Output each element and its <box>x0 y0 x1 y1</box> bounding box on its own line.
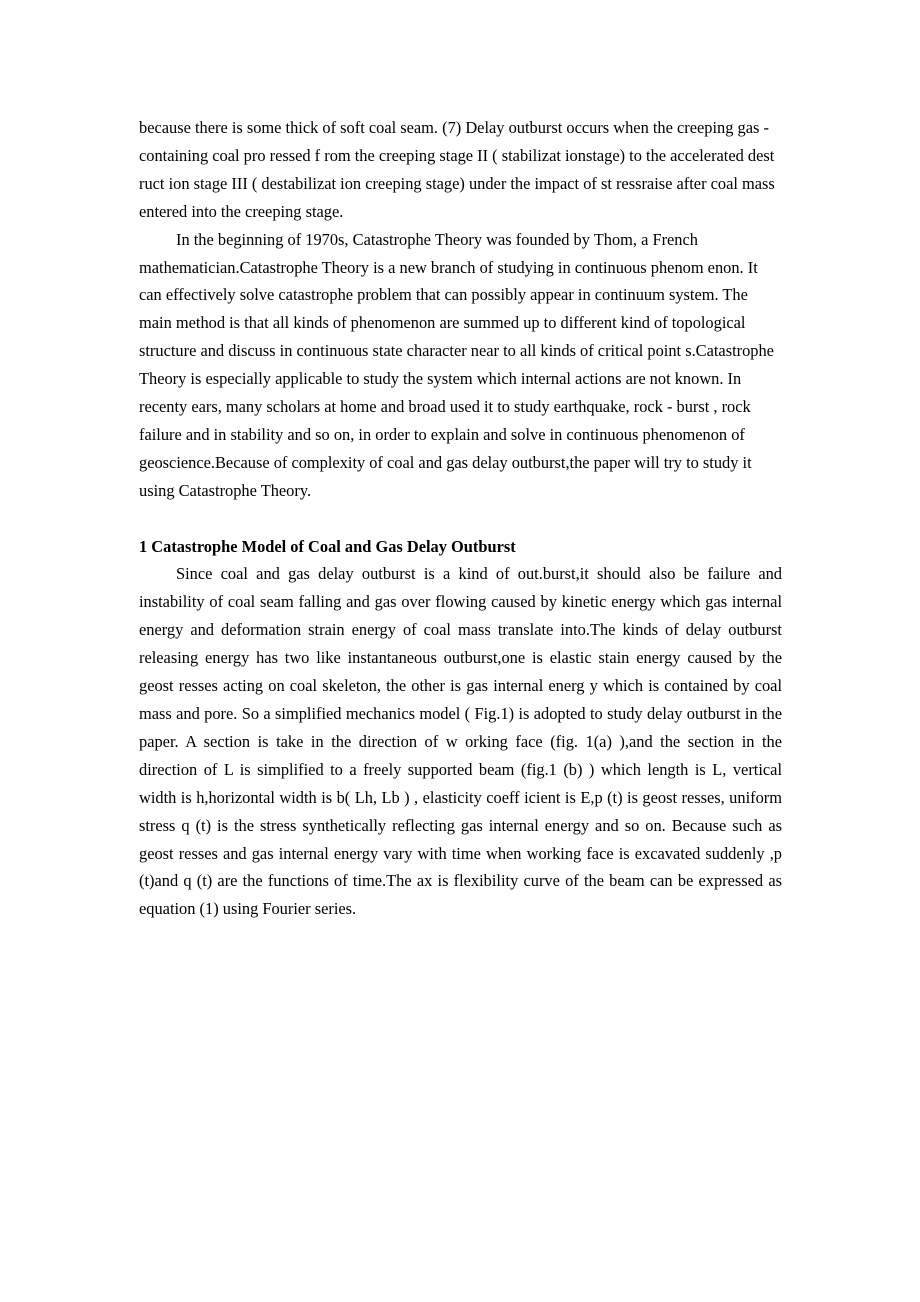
section-heading: 1 Catastrophe Model of Coal and Gas Delay Outburst <box>139 536 516 556</box>
paragraph-continuation: because there is some thick of soft coal seam. (7) Delay outburst occurs when the creeping gas - containing coal pro ressed f rom the creeping stage II ( stabilizat ionstage) to the accelerated dest ruct ion stage III ( destabilizat ion creeping stage) under the impact of st ressraise after coal mass entered into the creeping stage. <box>139 118 775 221</box>
paragraph-model-description: Since coal and gas delay outburst is a kind of out.burst,it should also be failure and instability of coal seam falling and gas over flowing caused by kinetic energy which gas internal energy and deformation strain energy of coal mass translate into.The kinds of delay outburst releasing energy has two like instantaneous outburst,one is elastic stain energy caused by the geost resses acting on coal skeleton, the other is gas internal energ y which is contained by coal mass and pore. So a simplified mechanics model ( Fig.1) is adopted to study delay outburst in the paper. A section is take in the direction of w orking face (fig. 1(a) ),and the section in the direction of L is simplified to a freely supported beam (fig.1 (b) ) which length is L, vertical width is h,horizontal width is b( Lh, Lb ) , elasticity coeff icient is E,p (t) is geost resses, uniform stress q (t) is the stress synthetically reflecting gas internal energy and so on. Because such as geost resses and gas internal energy vary with time when working face is excavated suddenly ,p (t)and q (t) are the functions of time.The ax is flexibility curve of the beam can be expressed as equation (1) using Fourier series. <box>139 564 782 919</box>
document-page <box>139 114 782 923</box>
paragraph-catastrophe-theory: In the beginning of 1970s, Catastrophe Theory was founded by Thom, a French mathematician.Catastrophe Theory is a new branch of studying in continuous phenom enon. It can effectively solve catastrophe problem that can possibly appear in continuum system. The main method is that all kinds of phenomenon are summed up to different kind of topological structure and discuss in continuous state character near to all kinds of critical point s.Catastrophe Theory is especially applicable to study the system which internal actions are not known. In recenty ears, many scholars at home and broad used it to study earthquake, rock - burst , rock failure and in stability and so on, in order to explain and solve in continuous phenomenon of geoscience.Because of complexity of coal and gas delay outburst,the paper will try to study it using Catastrophe Theory. <box>139 229 774 500</box>
